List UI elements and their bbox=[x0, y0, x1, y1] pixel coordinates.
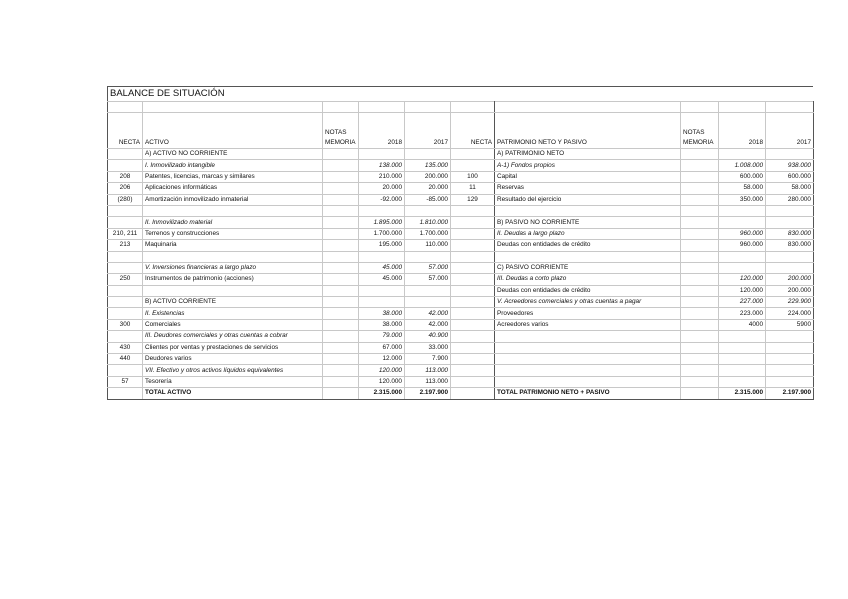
right-account-code bbox=[451, 240, 495, 251]
table-row bbox=[108, 365, 814, 376]
right-account-code bbox=[451, 319, 495, 330]
sheet-title: BALANCE DE SITUACIÓN bbox=[107, 86, 813, 101]
totals-row bbox=[108, 388, 814, 399]
table-row bbox=[108, 251, 814, 262]
right-value-2018: 600.000 bbox=[719, 171, 766, 182]
right-description bbox=[495, 365, 681, 376]
table-row bbox=[108, 274, 814, 285]
right-notes bbox=[681, 228, 719, 239]
left-account-code: 250 bbox=[108, 274, 143, 285]
left-value-2018 bbox=[359, 285, 405, 296]
right-account-code bbox=[451, 354, 495, 365]
left-value-2017: 110.000 bbox=[405, 240, 451, 251]
right-value-2017: 200.000 bbox=[766, 285, 814, 296]
left-value-2017: 200.000 bbox=[405, 171, 451, 182]
left-description: Terrenos y construcciones bbox=[143, 228, 323, 239]
right-value-2018 bbox=[719, 331, 766, 342]
right-description: A-1) Fondos propios bbox=[495, 160, 681, 171]
table-row bbox=[108, 319, 814, 330]
left-description bbox=[143, 205, 323, 216]
left-value-2017: 7.900 bbox=[405, 354, 451, 365]
header-notas-memoria: NOTAS MEMORIA bbox=[323, 113, 359, 149]
left-value-2018 bbox=[359, 205, 405, 216]
right-notes bbox=[681, 240, 719, 251]
right-description bbox=[495, 376, 681, 387]
right-value-2017 bbox=[766, 217, 814, 228]
left-value-2018: 138.000 bbox=[359, 160, 405, 171]
header-notas-memoria-right: NOTAS MEMORIA bbox=[681, 113, 719, 149]
right-description bbox=[495, 342, 681, 353]
right-value-2018: 960.000 bbox=[719, 228, 766, 239]
total-activo-2018: 2.315.000 bbox=[359, 388, 405, 399]
right-value-2017 bbox=[766, 331, 814, 342]
left-account-code bbox=[108, 160, 143, 171]
right-value-2017: 938.000 bbox=[766, 160, 814, 171]
right-value-2018: 227.000 bbox=[719, 297, 766, 308]
left-notes bbox=[323, 285, 359, 296]
right-value-2017: 224.000 bbox=[766, 308, 814, 319]
left-account-code bbox=[108, 149, 143, 160]
header-2018: 2018 bbox=[359, 113, 405, 149]
header-row bbox=[108, 113, 814, 149]
total-right-notes bbox=[681, 388, 719, 399]
left-account-code: (280) bbox=[108, 194, 143, 205]
total-pasivo-2018: 2.315.000 bbox=[719, 388, 766, 399]
left-value-2018: 67.000 bbox=[359, 342, 405, 353]
right-description bbox=[495, 251, 681, 262]
right-value-2018: 1.008.000 bbox=[719, 160, 766, 171]
right-description: Deudas con entidades de crédito bbox=[495, 285, 681, 296]
left-notes bbox=[323, 342, 359, 353]
left-description: V. Inversiones financieras a largo plazo bbox=[143, 262, 323, 273]
total-pasivo-label: TOTAL PATRIMONIO NETO + PASIVO bbox=[495, 388, 681, 399]
right-notes bbox=[681, 262, 719, 273]
right-value-2018 bbox=[719, 149, 766, 160]
right-description: Proveedores bbox=[495, 308, 681, 319]
left-notes bbox=[323, 228, 359, 239]
left-description bbox=[143, 251, 323, 262]
left-description: Maquinaria bbox=[143, 240, 323, 251]
total-activo-2017: 2.197.900 bbox=[405, 388, 451, 399]
right-account-code: 100 bbox=[451, 171, 495, 182]
right-account-code: 11 bbox=[451, 183, 495, 194]
left-value-2018: 79.000 bbox=[359, 331, 405, 342]
left-account-code: 208 bbox=[108, 171, 143, 182]
left-notes bbox=[323, 240, 359, 251]
header-pasivo: PATRIMONIO NETO Y PASIVO bbox=[495, 113, 681, 149]
left-account-code bbox=[108, 205, 143, 216]
table-row bbox=[108, 149, 814, 160]
right-notes bbox=[681, 331, 719, 342]
right-notes bbox=[681, 319, 719, 330]
right-notes bbox=[681, 354, 719, 365]
right-value-2017 bbox=[766, 251, 814, 262]
right-value-2018: 58.000 bbox=[719, 183, 766, 194]
right-notes bbox=[681, 308, 719, 319]
balance-sheet bbox=[107, 86, 813, 400]
left-value-2018: 120.000 bbox=[359, 376, 405, 387]
right-notes bbox=[681, 365, 719, 376]
left-notes bbox=[323, 331, 359, 342]
left-value-2017: -85.000 bbox=[405, 194, 451, 205]
left-notes bbox=[323, 194, 359, 205]
left-account-code: 440 bbox=[108, 354, 143, 365]
table-row bbox=[108, 297, 814, 308]
total-pasivo-2017: 2.197.900 bbox=[766, 388, 814, 399]
right-notes bbox=[681, 251, 719, 262]
left-value-2018: 195.000 bbox=[359, 240, 405, 251]
left-account-code bbox=[108, 285, 143, 296]
left-description: Aplicaciones informáticas bbox=[143, 183, 323, 194]
left-description: III. Deudores comerciales y otras cuentas a cobrar bbox=[143, 331, 323, 342]
right-account-code bbox=[451, 342, 495, 353]
right-account-code bbox=[451, 376, 495, 387]
left-account-code: 213 bbox=[108, 240, 143, 251]
left-value-2017: 42.000 bbox=[405, 308, 451, 319]
right-value-2017 bbox=[766, 262, 814, 273]
right-value-2017: 5900 bbox=[766, 319, 814, 330]
left-value-2017: 1.810.000 bbox=[405, 217, 451, 228]
table-row bbox=[108, 331, 814, 342]
header-activo: ACTIVO bbox=[143, 113, 323, 149]
left-description: Deudores varios bbox=[143, 354, 323, 365]
left-notes bbox=[323, 183, 359, 194]
total-activo-label: TOTAL ACTIVO bbox=[143, 388, 323, 399]
right-value-2017: 280.000 bbox=[766, 194, 814, 205]
right-description: III. Deudas a corto plazo bbox=[495, 274, 681, 285]
left-notes bbox=[323, 365, 359, 376]
header-2018-right: 2018 bbox=[719, 113, 766, 149]
right-notes bbox=[681, 274, 719, 285]
left-value-2018: 45.000 bbox=[359, 274, 405, 285]
right-value-2018: 120.000 bbox=[719, 274, 766, 285]
left-value-2017 bbox=[405, 285, 451, 296]
right-account-code bbox=[451, 217, 495, 228]
left-value-2017: 42.000 bbox=[405, 319, 451, 330]
right-account-code bbox=[451, 331, 495, 342]
left-description: II. Inmovilizado material bbox=[143, 217, 323, 228]
left-notes bbox=[323, 319, 359, 330]
left-account-code: 300 bbox=[108, 319, 143, 330]
right-account-code bbox=[451, 285, 495, 296]
left-value-2017 bbox=[405, 205, 451, 216]
right-value-2017 bbox=[766, 354, 814, 365]
left-account-code bbox=[108, 217, 143, 228]
left-value-2017 bbox=[405, 149, 451, 160]
left-description: Patentes, licencias, marcas y similares bbox=[143, 171, 323, 182]
right-account-code bbox=[451, 308, 495, 319]
right-value-2018 bbox=[719, 251, 766, 262]
left-notes bbox=[323, 171, 359, 182]
table-row bbox=[108, 217, 814, 228]
right-description: B) PASIVO NO CORRIENTE bbox=[495, 217, 681, 228]
right-notes bbox=[681, 205, 719, 216]
left-value-2017: 113.000 bbox=[405, 365, 451, 376]
table-row bbox=[108, 228, 814, 239]
right-account-code bbox=[451, 251, 495, 262]
right-description bbox=[495, 205, 681, 216]
left-value-2018: 20.000 bbox=[359, 183, 405, 194]
right-value-2017: 58.000 bbox=[766, 183, 814, 194]
right-value-2018 bbox=[719, 342, 766, 353]
right-notes bbox=[681, 160, 719, 171]
left-value-2018: 45.000 bbox=[359, 262, 405, 273]
left-account-code bbox=[108, 251, 143, 262]
left-account-code: 57 bbox=[108, 376, 143, 387]
right-description: Capital bbox=[495, 171, 681, 182]
right-description bbox=[495, 331, 681, 342]
left-value-2018: 1.700.000 bbox=[359, 228, 405, 239]
left-account-code bbox=[108, 365, 143, 376]
right-description: Deudas con entidades de crédito bbox=[495, 240, 681, 251]
right-value-2017: 200.000 bbox=[766, 274, 814, 285]
right-value-2017 bbox=[766, 376, 814, 387]
header-necta: NECTA bbox=[108, 113, 143, 149]
right-value-2017 bbox=[766, 205, 814, 216]
left-notes bbox=[323, 160, 359, 171]
right-account-code bbox=[451, 297, 495, 308]
left-description: A) ACTIVO NO CORRIENTE bbox=[143, 149, 323, 160]
right-account-code: 129 bbox=[451, 194, 495, 205]
right-notes bbox=[681, 183, 719, 194]
table-row bbox=[108, 342, 814, 353]
table-row bbox=[108, 183, 814, 194]
left-value-2018 bbox=[359, 297, 405, 308]
left-value-2018 bbox=[359, 251, 405, 262]
left-value-2017: 33.000 bbox=[405, 342, 451, 353]
right-value-2018 bbox=[719, 354, 766, 365]
right-description: C) PASIVO CORRIENTE bbox=[495, 262, 681, 273]
table-row bbox=[108, 240, 814, 251]
left-value-2017: 113.000 bbox=[405, 376, 451, 387]
right-account-code bbox=[451, 228, 495, 239]
left-notes bbox=[323, 376, 359, 387]
right-account-code bbox=[451, 262, 495, 273]
left-value-2018: -92.000 bbox=[359, 194, 405, 205]
left-account-code bbox=[108, 331, 143, 342]
right-account-code bbox=[451, 160, 495, 171]
right-description: A) PATRIMONIO NETO bbox=[495, 149, 681, 160]
left-value-2017: 20.000 bbox=[405, 183, 451, 194]
right-value-2018 bbox=[719, 217, 766, 228]
left-description: II. Existencias bbox=[143, 308, 323, 319]
table-row bbox=[108, 160, 814, 171]
left-notes bbox=[323, 274, 359, 285]
left-description: Tesorería bbox=[143, 376, 323, 387]
right-description: Acreedores varios bbox=[495, 319, 681, 330]
right-value-2017: 830.000 bbox=[766, 228, 814, 239]
header-2017: 2017 bbox=[405, 113, 451, 149]
left-description: Clientes por ventas y prestaciones de servicios bbox=[143, 342, 323, 353]
left-value-2018: 120.000 bbox=[359, 365, 405, 376]
left-account-code bbox=[108, 297, 143, 308]
right-notes bbox=[681, 194, 719, 205]
right-description: II. Deudas a largo plazo bbox=[495, 228, 681, 239]
left-description: Amortización inmovilizado inmaterial bbox=[143, 194, 323, 205]
table-row bbox=[108, 354, 814, 365]
right-value-2018 bbox=[719, 262, 766, 273]
left-notes bbox=[323, 354, 359, 365]
header-necta-right: NECTA bbox=[451, 113, 495, 149]
left-account-code: 206 bbox=[108, 183, 143, 194]
left-value-2017: 1.700.000 bbox=[405, 228, 451, 239]
right-value-2018 bbox=[719, 365, 766, 376]
right-value-2018: 120.000 bbox=[719, 285, 766, 296]
table-row bbox=[108, 194, 814, 205]
table-row bbox=[108, 285, 814, 296]
right-value-2018: 223.000 bbox=[719, 308, 766, 319]
table-row bbox=[108, 205, 814, 216]
right-value-2018: 960.000 bbox=[719, 240, 766, 251]
left-notes bbox=[323, 149, 359, 160]
left-value-2018: 210.000 bbox=[359, 171, 405, 182]
left-value-2018: 12.000 bbox=[359, 354, 405, 365]
right-notes bbox=[681, 217, 719, 228]
table-row bbox=[108, 308, 814, 319]
right-value-2017: 600.000 bbox=[766, 171, 814, 182]
right-description: V. Acreedores comerciales y otras cuentas a pagar bbox=[495, 297, 681, 308]
left-notes bbox=[323, 308, 359, 319]
left-account-code bbox=[108, 262, 143, 273]
table-row bbox=[108, 376, 814, 387]
left-notes bbox=[323, 205, 359, 216]
right-value-2018 bbox=[719, 205, 766, 216]
left-value-2018: 38.000 bbox=[359, 319, 405, 330]
right-description: Reservas bbox=[495, 183, 681, 194]
left-description bbox=[143, 285, 323, 296]
left-notes bbox=[323, 251, 359, 262]
spacer-row bbox=[108, 102, 814, 113]
left-value-2017: 135.000 bbox=[405, 160, 451, 171]
left-description: I. Inmovilizado intangible bbox=[143, 160, 323, 171]
total-left-notes bbox=[323, 388, 359, 399]
left-value-2018: 1.895.000 bbox=[359, 217, 405, 228]
left-notes bbox=[323, 297, 359, 308]
left-value-2017 bbox=[405, 251, 451, 262]
right-value-2018 bbox=[719, 376, 766, 387]
left-description: Comerciales bbox=[143, 319, 323, 330]
left-value-2018: 38.000 bbox=[359, 308, 405, 319]
left-value-2017: 57.000 bbox=[405, 262, 451, 273]
header-2017-right: 2017 bbox=[766, 113, 814, 149]
total-left-code bbox=[108, 388, 143, 399]
right-value-2017: 830.000 bbox=[766, 240, 814, 251]
left-description: Instrumentos de patrimonio (acciones) bbox=[143, 274, 323, 285]
right-account-code bbox=[451, 365, 495, 376]
right-notes bbox=[681, 342, 719, 353]
right-value-2017: 229.900 bbox=[766, 297, 814, 308]
right-value-2017 bbox=[766, 342, 814, 353]
right-notes bbox=[681, 376, 719, 387]
left-description: B) ACTIVO CORRIENTE bbox=[143, 297, 323, 308]
table-row bbox=[108, 262, 814, 273]
left-value-2017 bbox=[405, 297, 451, 308]
right-account-code bbox=[451, 274, 495, 285]
left-notes bbox=[323, 262, 359, 273]
left-account-code bbox=[108, 308, 143, 319]
right-value-2018: 4000 bbox=[719, 319, 766, 330]
left-notes bbox=[323, 217, 359, 228]
right-notes bbox=[681, 285, 719, 296]
right-value-2018: 350.000 bbox=[719, 194, 766, 205]
right-value-2017 bbox=[766, 365, 814, 376]
right-notes bbox=[681, 297, 719, 308]
right-value-2017 bbox=[766, 149, 814, 160]
left-value-2018 bbox=[359, 149, 405, 160]
right-description: Resultado del ejercicio bbox=[495, 194, 681, 205]
left-value-2017: 57.000 bbox=[405, 274, 451, 285]
right-notes bbox=[681, 171, 719, 182]
table-row bbox=[108, 171, 814, 182]
right-notes bbox=[681, 149, 719, 160]
total-right-code bbox=[451, 388, 495, 399]
right-account-code bbox=[451, 205, 495, 216]
left-account-code: 210, 211 bbox=[108, 228, 143, 239]
right-account-code bbox=[451, 149, 495, 160]
balance-table bbox=[107, 101, 814, 400]
left-account-code: 430 bbox=[108, 342, 143, 353]
left-description: VII. Efectivo y otros activos líquidos equivalentes bbox=[143, 365, 323, 376]
right-description bbox=[495, 354, 681, 365]
left-value-2017: 40.900 bbox=[405, 331, 451, 342]
